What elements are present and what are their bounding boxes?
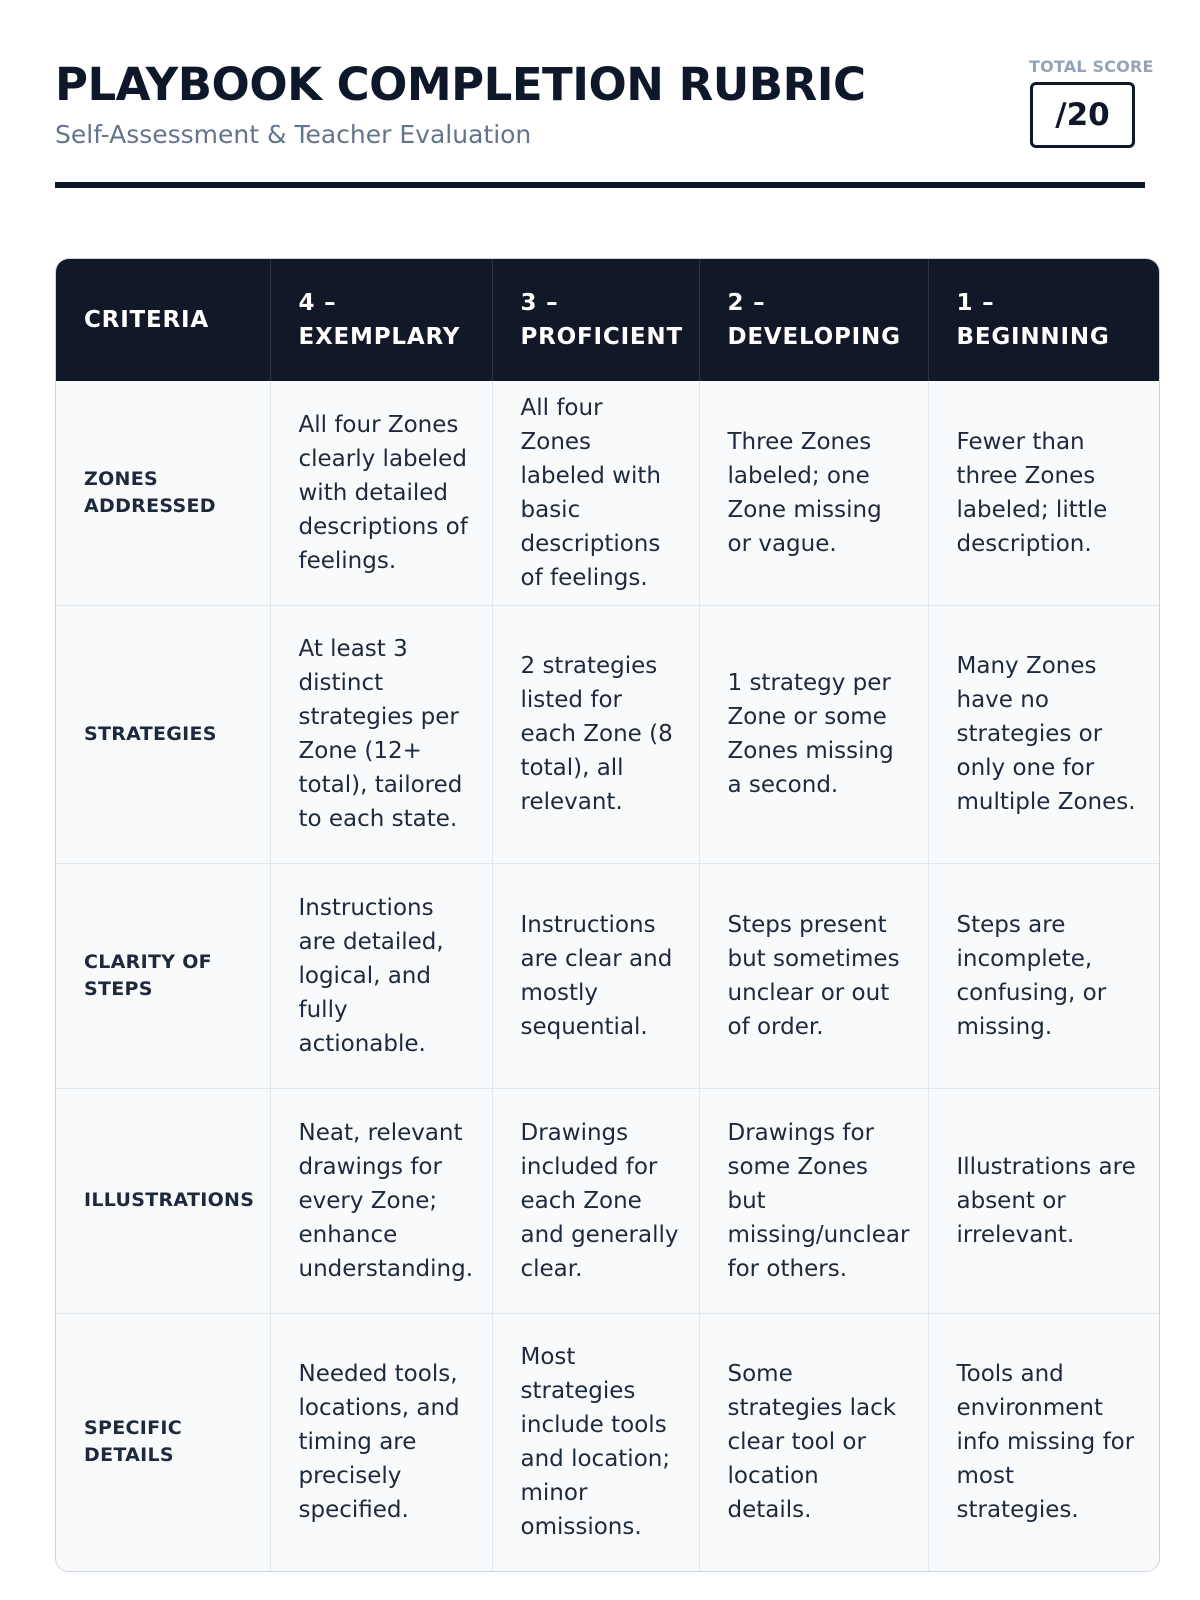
table-cell: All four Zones labeled with basic descriptions of feelings. <box>492 381 699 605</box>
table-cell: Steps are incomplete, confusing, or missing. <box>928 863 1160 1088</box>
header-divider <box>55 182 1145 188</box>
criteria-zones-addressed: ZONES ADDRESSED <box>56 381 270 605</box>
table-cell: Drawings included for each Zone and generally clear. <box>492 1088 699 1313</box>
total-score-box[interactable]: /20 <box>1030 82 1135 148</box>
rubric-table <box>55 258 1160 1572</box>
column-header-exemplary: 4 – EXEMPLARY <box>270 259 492 381</box>
table-cell: Steps present but sometimes unclear or out of order. <box>699 863 928 1088</box>
total-score <box>1029 57 1154 133</box>
table-cell: At least 3 distinct strategies per Zone (12+ total), tailored to each state. <box>270 605 492 863</box>
table-cell: Drawings for some Zones but missing/unclear for others. <box>699 1088 928 1313</box>
table-cell: 2 strategies listed for each Zone (8 total), all relevant. <box>492 605 699 863</box>
column-header-beginning: 1 – BEGINNING <box>928 259 1160 381</box>
table-cell: Tools and environment info missing for most strategies. <box>928 1313 1160 1571</box>
table-cell: Some strategies lack clear tool or location details. <box>699 1313 928 1571</box>
table-cell: All four Zones clearly labeled with detailed descriptions of feelings. <box>270 381 492 605</box>
table-cell: Many Zones have no strategies or only one for multiple Zones. <box>928 605 1160 863</box>
criteria-illustrations: ILLUSTRATIONS <box>56 1088 270 1313</box>
criteria-specific-details: SPECIFIC DETAILS <box>56 1313 270 1571</box>
table-cell: Three Zones labeled; one Zone missing or vague. <box>699 381 928 605</box>
table-row <box>56 863 1160 1088</box>
table-cell: Neat, relevant drawings for every Zone; enhance understanding. <box>270 1088 492 1313</box>
table-row <box>56 1313 1160 1571</box>
criteria-clarity-of-steps: CLARITY OF STEPS <box>56 863 270 1088</box>
column-header-developing: 2 – DEVELOPING <box>699 259 928 381</box>
column-header-proficient: 3 – PROFICIENT <box>492 259 699 381</box>
page-header <box>55 0 1154 190</box>
table-cell: Instructions are clear and mostly sequential. <box>492 863 699 1088</box>
table-cell: Instructions are detailed, logical, and fully actionable. <box>270 863 492 1088</box>
table-header-row <box>56 259 1160 381</box>
table-cell: 1 strategy per Zone or some Zones missing a second. <box>699 605 928 863</box>
table-row <box>56 1088 1160 1313</box>
column-header-criteria: CRITERIA <box>56 259 270 381</box>
table-cell: Illustrations are absent or irrelevant. <box>928 1088 1160 1313</box>
criteria-strategies: STRATEGIES <box>56 605 270 863</box>
table-cell: Fewer than three Zones labeled; little description. <box>928 381 1160 605</box>
total-score-label: TOTAL SCORE <box>1029 57 1154 76</box>
table-row <box>56 605 1160 863</box>
page-subtitle: Self-Assessment & Teacher Evaluation <box>55 120 532 149</box>
page-title: PLAYBOOK COMPLETION RUBRIC <box>55 58 866 111</box>
table-row <box>56 381 1160 605</box>
table-cell: Needed tools, locations, and timing are precisely specified. <box>270 1313 492 1571</box>
table-cell: Most strategies include tools and location; minor omissions. <box>492 1313 699 1571</box>
